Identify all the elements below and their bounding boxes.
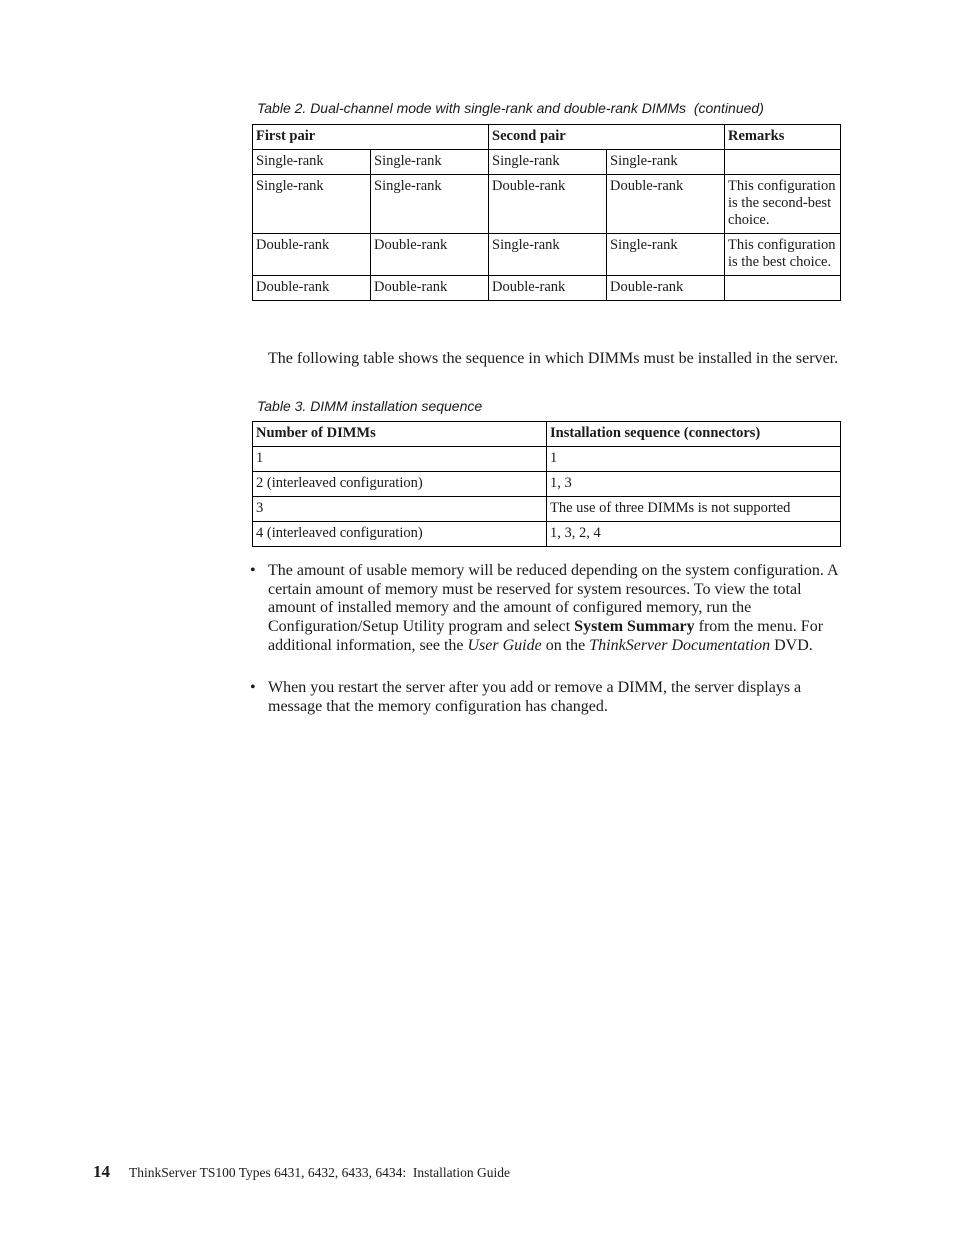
table-row (253, 472, 841, 497)
header-number-of-dimms: Number of DIMMs (253, 422, 547, 447)
header-installation-sequence: Installation sequence (connectors) (547, 422, 841, 447)
bullet-marker: • (250, 562, 256, 579)
header-first-pair: First pair (253, 125, 489, 150)
table-row (253, 522, 841, 547)
table-cell: Double-rank (607, 175, 725, 234)
page-number: 14 (93, 1162, 110, 1181)
table-cell: Double-rank (607, 276, 725, 301)
bullet-text: The amount of usable memory will be reduced depending on the system configuration. A certain amount of memory must be reserved for system resources. To view the total amount of installed memory and the amount of configured memory, run the Configuration/Setup Utility program and select (268, 562, 838, 636)
header-remarks: Remarks (725, 125, 841, 150)
table-cell: Single-rank (489, 234, 607, 276)
table-cell: Single-rank (253, 150, 371, 175)
bold-term: System Summary (574, 618, 695, 636)
bullet-text: from the menu. For additional information, see the (268, 618, 824, 654)
bullet-text: on the (541, 636, 590, 654)
table-cell: Single-rank (607, 150, 725, 175)
bullet-marker: • (250, 679, 256, 696)
table-header-row (253, 125, 841, 150)
table-row (253, 276, 841, 301)
table-cell (725, 276, 841, 301)
table-cell: Single-rank (371, 175, 489, 234)
bullet-text: DVD. (770, 636, 813, 654)
book-title: User Guide (467, 636, 542, 654)
table-cell: Single-rank (371, 150, 489, 175)
table-header-row (253, 422, 841, 447)
table-row (253, 150, 841, 175)
table-cell: Single-rank (607, 234, 725, 276)
table-row (253, 497, 841, 522)
table-cell: 1, 3, 2, 4 (547, 522, 841, 547)
table-cell: 1 (253, 447, 547, 472)
table-cell: Single-rank (253, 175, 371, 234)
intro-paragraph: The following table shows the sequence in which DIMMs must be installed in the server. (268, 350, 839, 367)
table-row (253, 447, 841, 472)
table-cell: 2 (interleaved configuration) (253, 472, 547, 497)
book-title: ThinkServer Documentation (589, 636, 771, 654)
table-row (253, 175, 841, 234)
table-cell: The use of three DIMMs is not supported (547, 497, 841, 522)
table-cell: 1 (547, 447, 841, 472)
table3-caption: Table 3. DIMM installation sequence (257, 398, 483, 414)
table-cell: Double-rank (371, 234, 489, 276)
table-cell: Double-rank (489, 276, 607, 301)
table-cell: Double-rank (253, 234, 371, 276)
table-cell: Double-rank (489, 175, 607, 234)
table-row (253, 234, 841, 276)
table2-caption: Table 2. Dual-channel mode with single-rank and double-rank DIMMs (continued) (257, 100, 764, 116)
header-second-pair: Second pair (489, 125, 725, 150)
table-cell: Double-rank (253, 276, 371, 301)
dimm-installation-table (252, 421, 841, 547)
table-cell: 1, 3 (547, 472, 841, 497)
table-cell: This configuration is the second-best choice. (725, 175, 841, 234)
bullet-item-memory (268, 562, 843, 656)
dual-channel-table (252, 124, 841, 301)
footer-title: ThinkServer TS100 Types 6431, 6432, 6433, 6434: Installation Guide (129, 1165, 511, 1180)
table-cell: Single-rank (489, 150, 607, 175)
table-cell: Double-rank (371, 276, 489, 301)
table-cell (725, 150, 841, 175)
table-cell: 4 (interleaved configuration) (253, 522, 547, 547)
bullet-item-restart: When you restart the server after you add or remove a DIMM, the server displays a message that the memory configuration has changed. (268, 679, 802, 715)
table-cell: 3 (253, 497, 547, 522)
table-cell: This configuration is the best choice. (725, 234, 841, 276)
